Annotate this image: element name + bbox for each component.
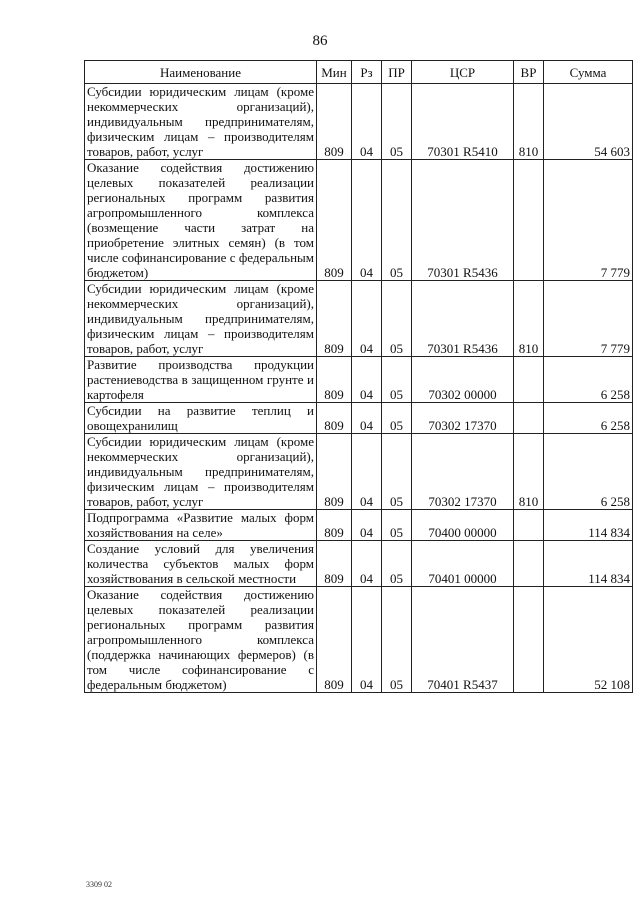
row-rz: 04 (352, 541, 382, 587)
row-min: 809 (317, 510, 352, 541)
footer-code: 3309 02 (86, 880, 112, 889)
column-header-sum: Сумма (544, 61, 633, 84)
row-name: Создание условий для увеличения количества субъектов малых форм хозяйствования в сельской местности (85, 541, 317, 587)
row-vr: 810 (514, 281, 544, 357)
row-rz: 04 (352, 357, 382, 403)
table-row (85, 541, 633, 587)
column-header-csr: ЦСР (412, 61, 514, 84)
row-sum: 114 834 (544, 541, 633, 587)
row-min: 809 (317, 541, 352, 587)
row-sum: 7 779 (544, 160, 633, 281)
column-header-pr: ПР (382, 61, 412, 84)
row-pr: 05 (382, 541, 412, 587)
row-pr: 05 (382, 357, 412, 403)
row-rz: 04 (352, 434, 382, 510)
row-csr: 70302 17370 (412, 434, 514, 510)
row-pr: 05 (382, 84, 412, 160)
table-row (85, 587, 633, 693)
row-min: 809 (317, 160, 352, 281)
row-name: Субсидии юридическим лицам (кроме некоммерческих организаций), индивидуальным предпринимателям, физическим лицам – производителям товаров, работ, услуг (85, 434, 317, 510)
table-row (85, 403, 633, 434)
row-rz: 04 (352, 510, 382, 541)
row-csr: 70302 00000 (412, 357, 514, 403)
row-min: 809 (317, 281, 352, 357)
row-pr: 05 (382, 160, 412, 281)
table-row (85, 160, 633, 281)
column-header-min: Мин (317, 61, 352, 84)
row-sum: 7 779 (544, 281, 633, 357)
row-rz: 04 (352, 160, 382, 281)
row-csr: 70302 17370 (412, 403, 514, 434)
row-sum: 6 258 (544, 403, 633, 434)
table-row (85, 510, 633, 541)
row-name: Развитие производства продукции растениеводства в защищенном грунте и картофеля (85, 357, 317, 403)
row-name: Оказание содействия достижению целевых показателей реализации региональных программ развития агропромышленного комплекса (поддержка начинающих фермеров) (в том числе софинансирование с федеральным бюджетом) (85, 587, 317, 693)
table-row (85, 434, 633, 510)
page-number: 86 (312, 33, 328, 49)
row-vr: 810 (514, 434, 544, 510)
row-min: 809 (317, 403, 352, 434)
row-sum: 114 834 (544, 510, 633, 541)
column-header-name: Наименование (85, 61, 317, 84)
row-vr: 810 (514, 84, 544, 160)
row-csr: 70401 R5437 (412, 587, 514, 693)
row-name: Субсидии юридическим лицам (кроме некоммерческих организаций), индивидуальным предпринимателям, физическим лицам – производителям товаров, работ, услуг (85, 84, 317, 160)
row-name: Субсидии на развитие теплиц и овощехранилищ (85, 403, 317, 434)
row-min: 809 (317, 434, 352, 510)
row-vr (514, 160, 544, 281)
column-header-rz: Рз (352, 61, 382, 84)
table-row (85, 84, 633, 160)
row-sum: 6 258 (544, 434, 633, 510)
row-pr: 05 (382, 403, 412, 434)
row-rz: 04 (352, 403, 382, 434)
table-row (85, 281, 633, 357)
row-vr (514, 357, 544, 403)
row-sum: 52 108 (544, 587, 633, 693)
row-min: 809 (317, 84, 352, 160)
row-min: 809 (317, 357, 352, 403)
row-rz: 04 (352, 84, 382, 160)
row-csr: 70400 00000 (412, 510, 514, 541)
table-header-row (85, 61, 633, 84)
row-sum: 54 603 (544, 84, 633, 160)
row-name: Оказание содействия достижению целевых показателей реализации региональных программ развития агропромышленного комплекса (возмещение части затрат на приобретение элитных семян) (в том числе софинансирование с федеральным бюджетом) (85, 160, 317, 281)
row-pr: 05 (382, 587, 412, 693)
budget-table (84, 60, 633, 693)
row-vr (514, 403, 544, 434)
row-vr (514, 541, 544, 587)
row-sum: 6 258 (544, 357, 633, 403)
row-pr: 05 (382, 434, 412, 510)
row-pr: 05 (382, 510, 412, 541)
row-rz: 04 (352, 281, 382, 357)
row-rz: 04 (352, 587, 382, 693)
row-pr: 05 (382, 281, 412, 357)
row-min: 809 (317, 587, 352, 693)
column-header-vr: ВР (514, 61, 544, 84)
row-name: Субсидии юридическим лицам (кроме некоммерческих организаций), индивидуальным предпринимателям, физическим лицам – производителям товаров, работ, услуг (85, 281, 317, 357)
row-csr: 70401 00000 (412, 541, 514, 587)
row-vr (514, 510, 544, 541)
row-csr: 70301 R5410 (412, 84, 514, 160)
row-vr (514, 587, 544, 693)
row-csr: 70301 R5436 (412, 281, 514, 357)
row-name: Подпрограмма «Развитие малых форм хозяйствования на селе» (85, 510, 317, 541)
table-row (85, 357, 633, 403)
row-csr: 70301 R5436 (412, 160, 514, 281)
